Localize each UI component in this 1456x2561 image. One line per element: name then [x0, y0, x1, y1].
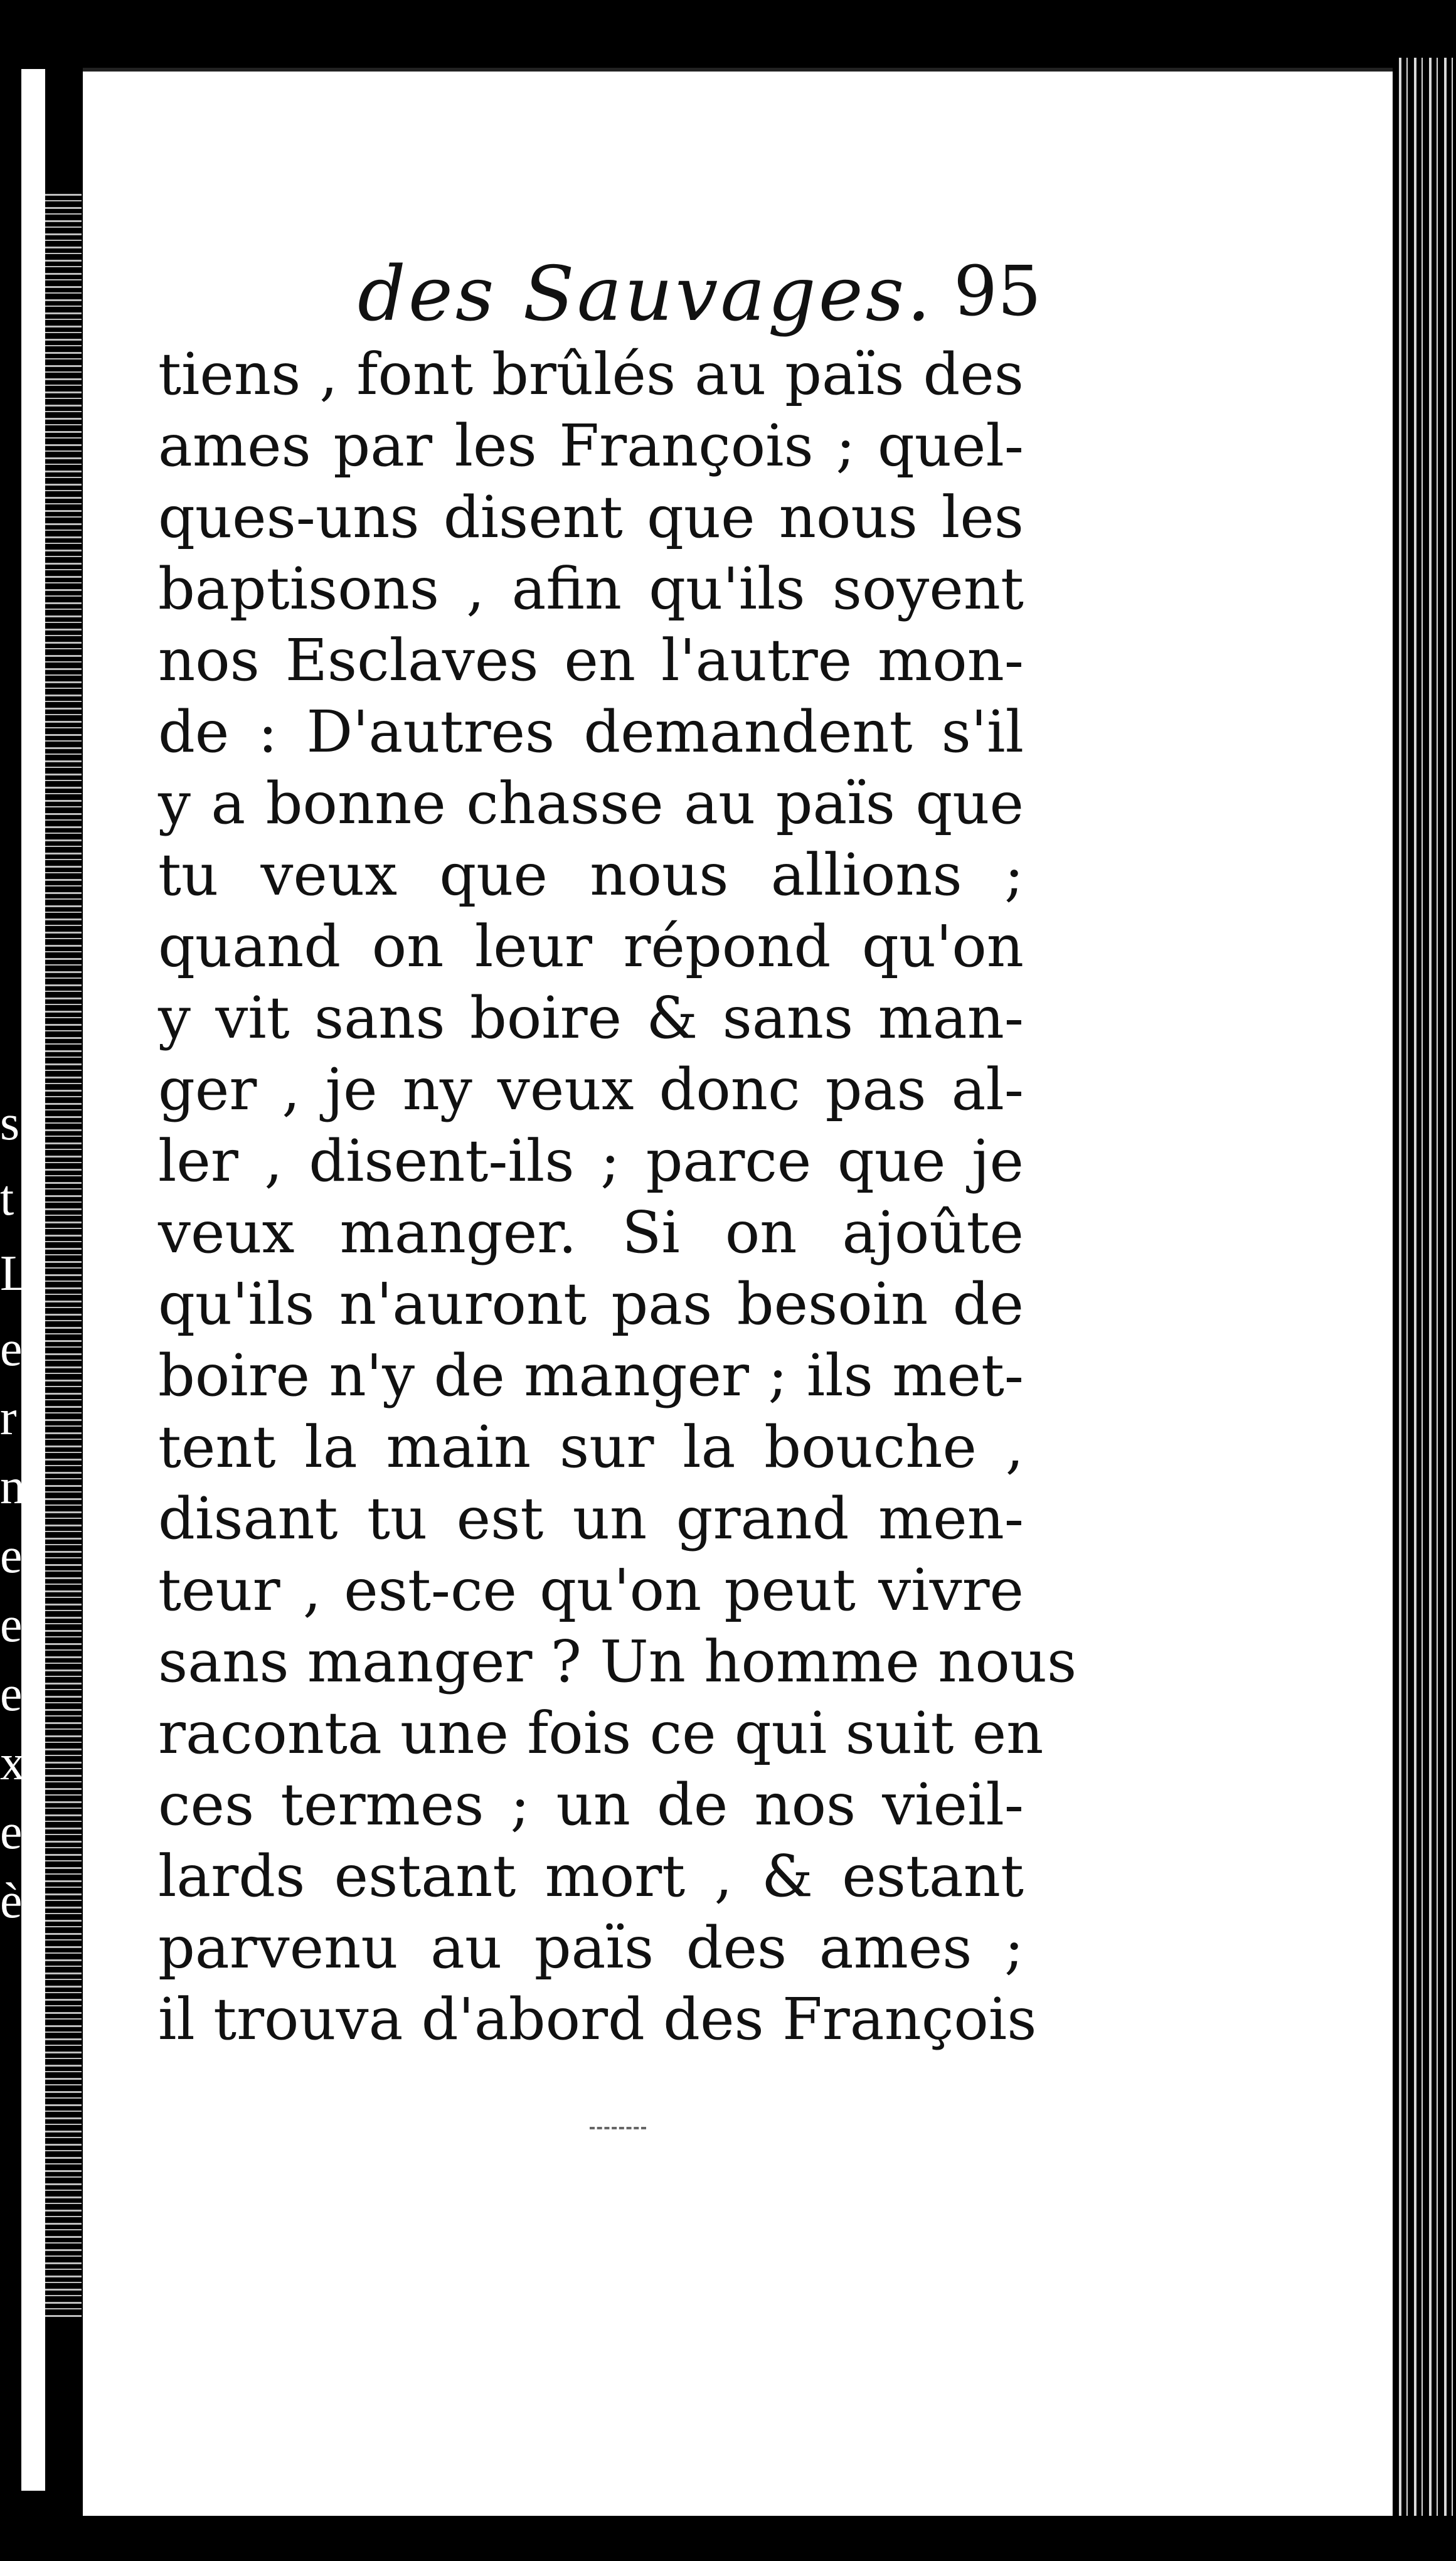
text-line: qu'ils n'auront pas besoin de: [158, 1270, 1024, 1338]
facing-fragment: es: [0, 1528, 42, 1584]
body-text: [158, 339, 1077, 2055]
text-line: ces termes ; un de nos vieil-: [158, 1771, 1024, 1838]
text-line: y vit sans boire & sans man-: [158, 984, 1024, 1052]
text-line: parvenu au païs des ames ;: [158, 1914, 1024, 1981]
book-gutter: [45, 188, 82, 2321]
print-mark: [590, 2127, 646, 2134]
text-line: ger , je ny veux donc pas al-: [158, 1056, 1024, 1123]
facing-fragment: t: [0, 1171, 14, 1226]
facing-fragment: r: [0, 1390, 17, 1446]
text-line: nos Esclaves en l'autre mon-: [158, 627, 1024, 694]
text-line: disant tu est un grand men-: [158, 1485, 1024, 1552]
facing-fragment: es: [0, 1804, 42, 1860]
text-line: teur , est-ce qu'on peut vivre: [158, 1557, 1024, 1624]
page-right-edge: [1393, 58, 1455, 2561]
text-line: tent la main sur la bouche ,: [158, 1414, 1024, 1481]
page-number: 95: [954, 251, 1041, 331]
text-line: quand on leur répond qu'on: [158, 913, 1024, 980]
facing-fragment: e.: [0, 1597, 35, 1653]
facing-fragment: s: [0, 1095, 20, 1151]
text-line: de : D'autres demandent s'il: [158, 698, 1024, 765]
text-line: veux manger. Si on ajoûte: [158, 1199, 1024, 1266]
text-line: y a bonne chasse au païs que: [158, 770, 1024, 837]
text-line: baptisons , afin qu'ils soyent: [158, 555, 1024, 622]
facing-fragment: L: [0, 1246, 31, 1301]
text-line: il trouva d'abord des François: [158, 1986, 1037, 2053]
facing-fragment: e.: [0, 1666, 35, 1722]
facing-fragment: è.: [0, 1873, 35, 1929]
text-line: ames par les François ; quel-: [158, 412, 1024, 479]
running-head: des Sauvages.: [358, 251, 933, 338]
text-line: tiens , font brûlés au païs des: [158, 341, 1024, 408]
text-line: ler , disent-ils ; parce que je: [158, 1127, 1024, 1195]
page-header: [270, 251, 1041, 345]
text-line: sans manger ? Un homme nous: [158, 1628, 1077, 1695]
facing-page-fragments: [0, 1095, 42, 2039]
text-line: tu veux que nous allions ;: [158, 841, 1024, 908]
text-line: raconta une fois ce qui suit en: [158, 1700, 1044, 1767]
page-bottom-edge: [83, 2516, 1456, 2561]
facing-fragment: x: [0, 1735, 25, 1791]
facing-fragment: n: [0, 1459, 25, 1515]
text-line: boire n'y de manger ; ils met-: [158, 1342, 1024, 1409]
text-line: ques-uns disent que nous les: [158, 484, 1024, 551]
text-line: lards estant mort , & estant: [158, 1843, 1024, 1910]
facing-fragment: e: [0, 1321, 23, 1376]
